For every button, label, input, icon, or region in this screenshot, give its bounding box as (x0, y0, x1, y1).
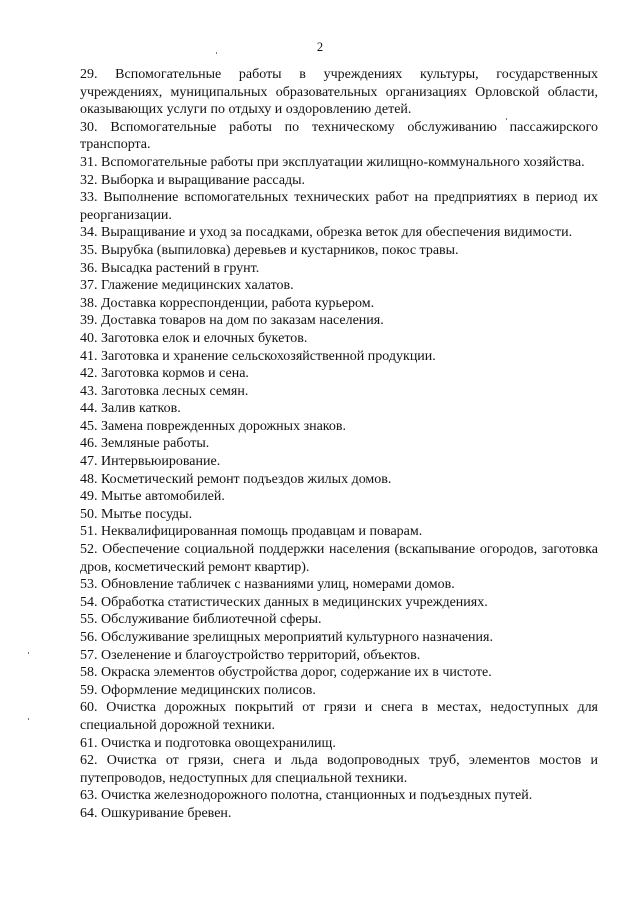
list-item: 48. Косметический ремонт подъездов жилых домов. (80, 471, 392, 487)
list-item: 59. Оформление медицинских полисов. (80, 682, 316, 698)
list-item: 45. Замена поврежденных дорожных знаков. (80, 418, 347, 434)
list-item: 32. Выборка и выращивание рассады. (80, 172, 306, 188)
list-item: 41. Заготовка и хранение сельскохозяйственной продукции. (80, 348, 436, 364)
list-item: 57. Озеленение и благоустройство территорий, объектов. (80, 647, 421, 663)
list-item: 63. Очистка железнодорожного полотна, станционных и подъездных путей. (80, 788, 533, 804)
list-item: 43. Заготовка лесных семян. (80, 383, 249, 399)
scan-speck (28, 718, 29, 720)
list-item: 39. Доставка товаров на дом по заказам населения. (80, 313, 384, 329)
list-item: 30. Вспомогательные работы по техническому обслуживанию пассажирского транспорта. (80, 119, 598, 153)
list-item: 46. Земляные работы. (80, 436, 210, 452)
list-item: 64. Ошкуривание бревен. (80, 805, 232, 821)
scan-speck (216, 52, 217, 54)
list-item: 56. Обслуживание зрелищных мероприятий культурного назначения. (80, 630, 493, 645)
scan-speck (28, 652, 29, 654)
list-item: 40. Заготовка елок и елочных букетов. (80, 330, 308, 346)
list-item: 58. Окраска элементов обустройства дорог, содержание их в чистоте. (80, 665, 492, 681)
list-item: 36. Высадка растений в грунт. (80, 260, 260, 276)
list-item: 52. Обеспечение социальной поддержки населения (вскапывание огородов, заготовка дров, косметический ремонт квартир). (80, 542, 598, 575)
list-item: 51. Неквалифицированная помощь продавцам и поварам. (80, 524, 423, 540)
list-item: 29. Вспомогательные работы в учреждениях культуры, государственных учреждениях, муниципальных образовательных организациях Орловской области, оказывающих услуги по отдыху и оздоровлению детей. (80, 67, 598, 118)
list-item: 50. Мытье посуды. (80, 506, 193, 522)
list-item: 55. Обслуживание библиотечной сферы. (80, 612, 322, 628)
list-item: 37. Глажение медицинских халатов. (80, 278, 294, 294)
list-item: 54. Обработка статистических данных в медицинских учреждениях. (80, 594, 488, 610)
list-item: 47. Интервьюирование. (80, 454, 221, 470)
list-item: 42. Заготовка кормов и сена. (80, 366, 249, 382)
list-item: 33. Выполнение вспомогательных технических работ на предприятиях в период их реорганизации. (80, 190, 598, 223)
list-item: 60. Очистка дорожных покрытий от грязи и снега в местах, недоступных для специальной дорожной техники. (80, 700, 598, 733)
list-item: 53. Обновление табличек с названиями улиц, номерами домов. (80, 577, 455, 593)
list-item: 61. Очистка и подготовка овощехранилищ. (80, 735, 336, 751)
list-item: 34. Выращивание и уход за посадками, обрезка веток для обеспечения видимости. (80, 225, 573, 241)
list-item: 49. Мытье автомобилей. (80, 489, 225, 505)
list-item: 35. Вырубка (выпиловка) деревьев и кустарников, покос травы. (80, 242, 459, 258)
page-number: 2 (316, 40, 324, 54)
list-item: 44. Залив катков. (80, 401, 181, 417)
list-item: 62. Очистка от грязи, снега и льда водопроводных труб, элементов мостов и путепроводов, недоступных для специальной техники. (80, 753, 598, 786)
work-types-list (80, 66, 598, 823)
list-item: 38. Доставка корреспонденции, работа курьером. (80, 295, 375, 311)
scan-speck (506, 118, 507, 120)
list-item: 31. Вспомогательные работы при эксплуатации жилищно-коммунального хозяйства. (80, 154, 585, 170)
